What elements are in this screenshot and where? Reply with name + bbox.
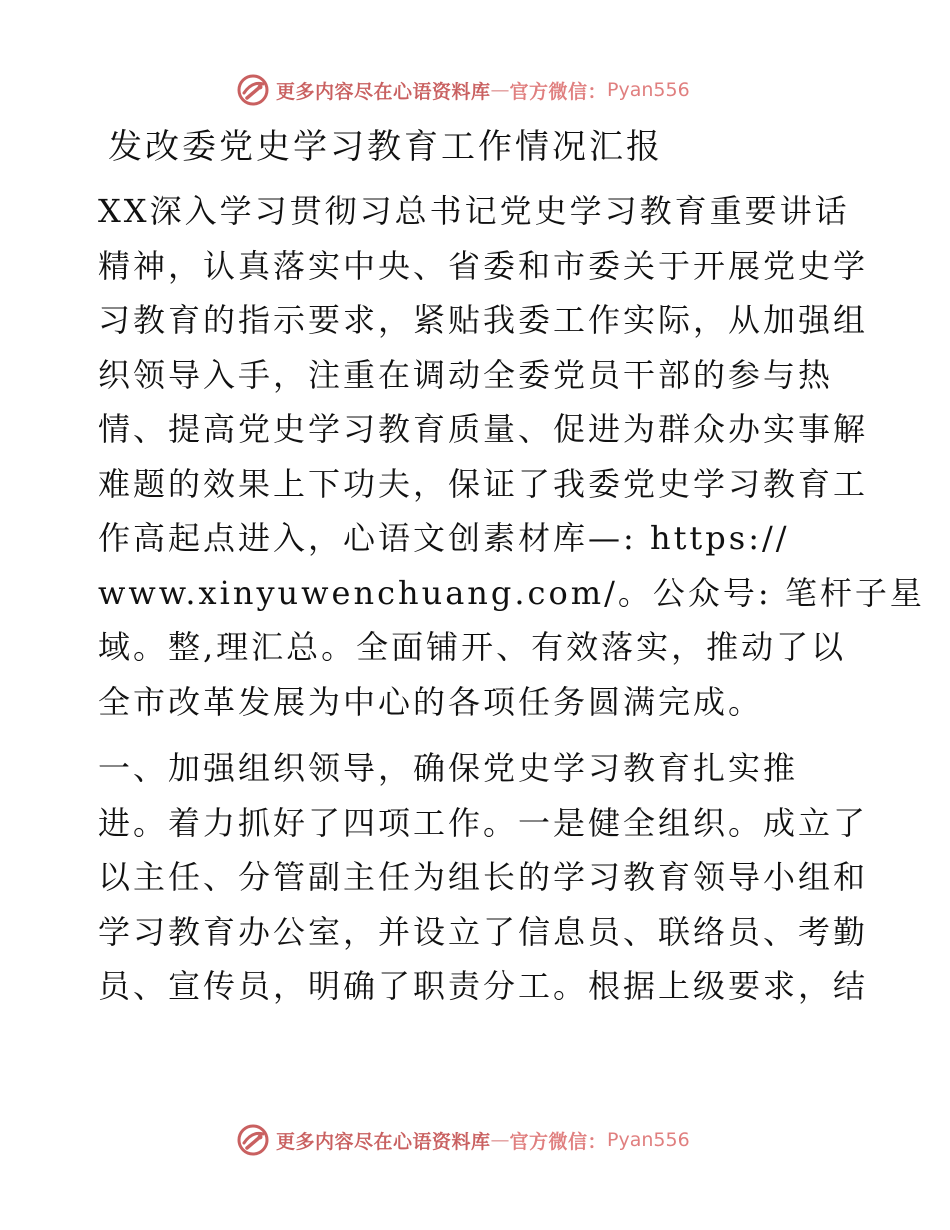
banner-wechat-label: 官方微信： xyxy=(509,80,608,103)
text-line: 织领导入手，注重在调动全委党员干部的参与热 xyxy=(98,355,834,394)
text-line: 学习教育办公室，并设立了信息员、联络员、考勤 xyxy=(98,912,869,951)
text-line: 一、加强组织领导，确保党史学习教育扎实推 xyxy=(98,749,799,787)
text-line: 全市改革发展为中心的各项任务圆满完成。 xyxy=(98,682,764,721)
document-body xyxy=(98,118,925,1014)
banner-separator: — xyxy=(490,79,510,101)
text-line: XX深入学习贯彻习总书记党史学习教育重要讲话 xyxy=(98,192,850,230)
paragraph-section-one xyxy=(98,741,868,1014)
text-line: 情、提高党史学习教育质量、促进为群众办实事解 xyxy=(98,410,869,448)
footer-watermark-banner xyxy=(236,1122,690,1158)
banner-wechat-id: Pyan556 xyxy=(607,1129,690,1151)
text-line: 作高起点进入，心语文创素材库—: https:// xyxy=(98,519,790,557)
paragraph-intro xyxy=(98,184,925,729)
banner-brand-text: 更多内容尽在心语资料库 xyxy=(276,80,491,103)
text-line: 习教育的指示要求，紧贴我委工作实际，从加强组 xyxy=(98,301,869,339)
banner-wechat-id: Pyan556 xyxy=(607,79,690,101)
text-line: 进。着力抓好了四项工作。一是健全组织。成立了 xyxy=(98,803,869,842)
text-line: 难题的效果上下功夫，保证了我委党史学习教育工 xyxy=(98,464,869,503)
text-line: www.xinyuwenchuang.com/。公众号: 笔杆子星 xyxy=(98,573,925,612)
header-watermark-banner xyxy=(236,72,690,108)
text-line: 域。整,理汇总。全面铺开、有效落实，推动了以 xyxy=(98,628,847,666)
banner-brand-text: 更多内容尽在心语资料库 xyxy=(276,1130,491,1153)
text-line: 员、宣传员，明确了职责分工。根据上级要求，结 xyxy=(98,967,869,1005)
text-line: 以主任、分管副主任为组长的学习教育领导小组和 xyxy=(98,858,869,896)
brand-logo-icon xyxy=(236,1123,270,1157)
banner-separator: — xyxy=(490,1129,510,1151)
text-line: 精神，认真落实中央、省委和市委关于开展党史学 xyxy=(98,246,869,285)
banner-wechat-label: 官方微信： xyxy=(509,1130,608,1153)
document-title: 发改委党史学习教育工作情况汇报 xyxy=(108,127,663,167)
brand-logo-icon xyxy=(236,73,270,107)
